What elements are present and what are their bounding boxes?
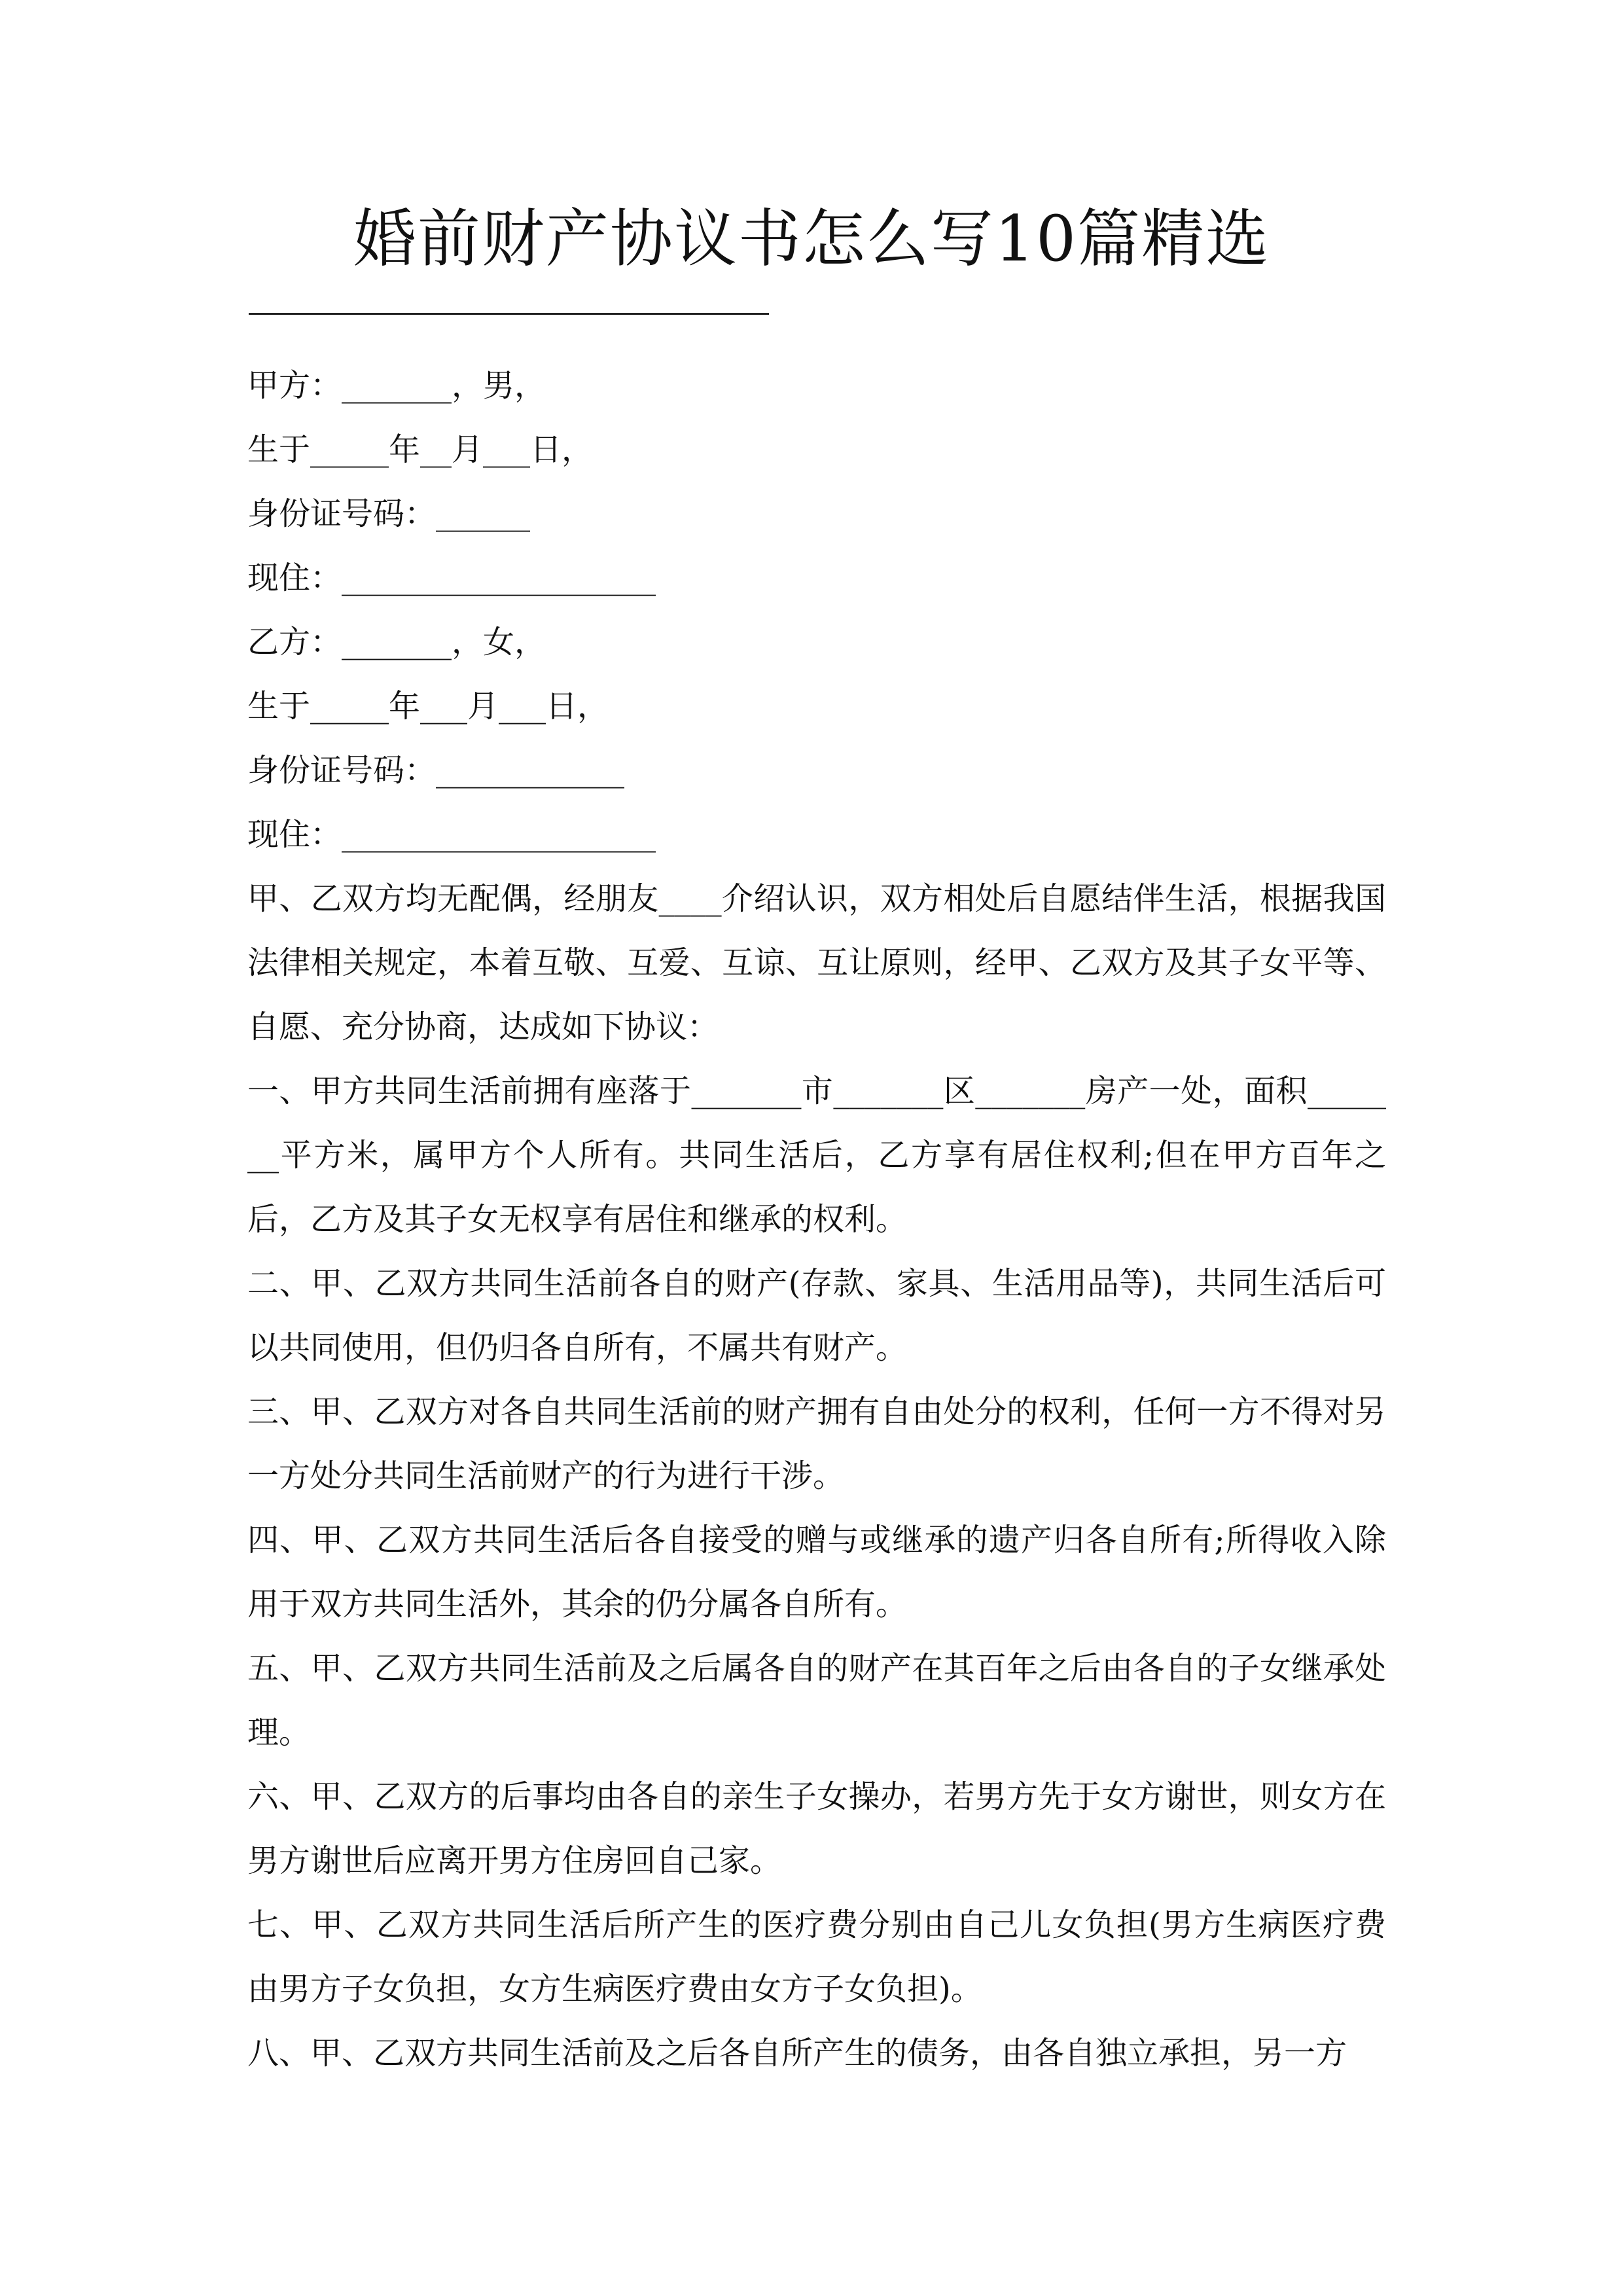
agreement-body [247, 353, 1386, 2085]
party-a-name-line: 甲方：_______，男， [247, 367, 546, 404]
party-a-id-line: 身份证号码：______ [247, 495, 531, 532]
party-b-name-line: 乙方：_______，女， [247, 624, 546, 660]
party-a-address-line: 现住：____________________ [247, 560, 656, 596]
clause-8: 八、甲、乙双方共同生活前及之后各自所产生的债务，由各自独立承担，另一方 [247, 2035, 1347, 2072]
party-b-birth-line: 生于_____年___月___日， [247, 688, 609, 725]
preamble-paragraph: 甲、乙双方均无配偶，经朋友____介绍认识，双方相处后自愿结伴生活，根据我国法律相关规定，本着互敬、互爱、互谅、互让原则，经甲、乙双方及其子女平等、自愿、充分协商，达成如下协议： [247, 880, 1386, 1045]
clause-5: 五、甲、乙双方共同生活前及之后属各自的财产在其百年之后由各自的子女继承处理。 [247, 1650, 1386, 1751]
clause-3: 三、甲、乙双方对各自共同生活前的财产拥有自由处分的权利，任何一方不得对另一方处分共同生活前财产的行为进行干涉。 [247, 1393, 1386, 1494]
clause-7: 七、甲、乙双方共同生活后所产生的医疗费分别由自己儿女负担(男方生病医疗费由男方子女负担，女方生病医疗费由女方子女负担)。 [247, 1907, 1386, 2007]
party-b-id-line: 身份证号码：____________ [247, 752, 625, 789]
clause-6: 六、甲、乙双方的后事均由各自的亲生子女操办，若男方先于女方谢世，则女方在男方谢世后应离开男方住房回自己家。 [247, 1778, 1386, 1879]
clause-4: 四、甲、乙双方共同生活后各自接受的赠与或继承的遗产归各自所有;所得收入除用于双方共同生活外，其余的仍分属各自所有。 [247, 1522, 1386, 1623]
clause-1: 一、甲方共同生活前拥有座落于_______市_______区_______房产一处，面积_______平方米，属甲方个人所有。共同生活后，乙方享有居住权利;但在甲方百年之后，乙方及其子女无权享有居住和继承的权利。 [247, 1073, 1386, 1238]
clause-2: 二、甲、乙双方共同生活前各自的财产(存款、家具、生活用品等)，共同生活后可以共同使用，但仍归各自所有，不属共有财产。 [247, 1265, 1386, 1366]
party-b-address-line: 现住：____________________ [247, 816, 656, 853]
party-a-birth-line: 生于_____年__月___日， [247, 431, 594, 468]
document-title: 婚前财产协议书怎么写10篇精选 [353, 202, 1270, 276]
title-underline [249, 313, 769, 315]
